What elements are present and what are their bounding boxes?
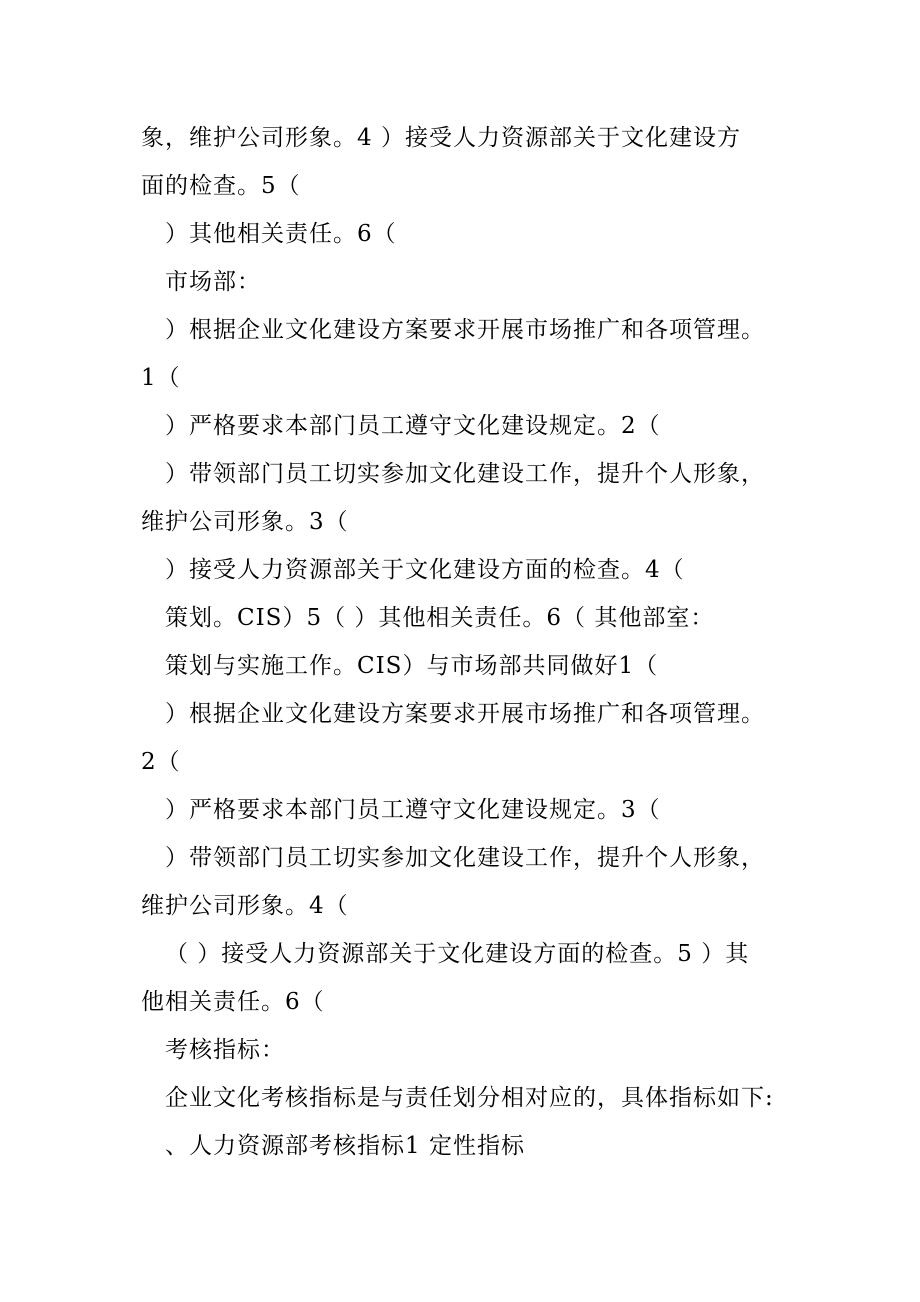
- text-line: ）根据企业文化建设方案要求开展市场推广和各项管理。: [165, 701, 765, 727]
- text-line: ）严格要求本部门员工遵守文化建设规定。3（: [165, 797, 661, 823]
- text-line: 策划与实施工作。CIS）与市场部共同做好1（: [165, 653, 659, 679]
- text-line: 象，维护公司形象。4 ）接受人力资源部关于文化建设方: [141, 125, 741, 151]
- section-heading: 考核指标：: [165, 1037, 285, 1063]
- text-line: 维护公司形象。4（: [141, 893, 349, 919]
- text-line: ）带领部门员工切实参加文化建设工作，提升个人形象，: [165, 461, 765, 487]
- text-line: ）根据企业文化建设方案要求开展市场推广和各项管理。: [165, 317, 765, 343]
- text-line: 他相关责任。6（: [141, 989, 325, 1015]
- text-line: 、人力资源部考核指标1 定性指标: [165, 1133, 525, 1159]
- text-line: 维护公司形象。3（: [141, 509, 349, 535]
- text-line: 面的检查。5（: [141, 173, 301, 199]
- text-line: 策划。CIS）5（ ）其他相关责任。6（ 其他部室：: [165, 605, 715, 631]
- text-line: 市场部：: [165, 269, 261, 295]
- text-line: ）带领部门员工切实参加文化建设工作，提升个人形象，: [165, 845, 765, 871]
- text-line: 2（: [141, 749, 181, 775]
- text-line: （ ）接受人力资源部关于文化建设方面的检查。5 ）其: [165, 941, 750, 967]
- text-line: 企业文化考核指标是与责任划分相对应的，具体指标如下:: [165, 1085, 774, 1111]
- text-line: ）其他相关责任。6（: [165, 221, 397, 247]
- text-line: ）严格要求本部门员工遵守文化建设规定。2（: [165, 413, 661, 439]
- text-line: 1（: [141, 365, 181, 391]
- text-line: ）接受人力资源部关于文化建设方面的检查。4（: [165, 557, 685, 583]
